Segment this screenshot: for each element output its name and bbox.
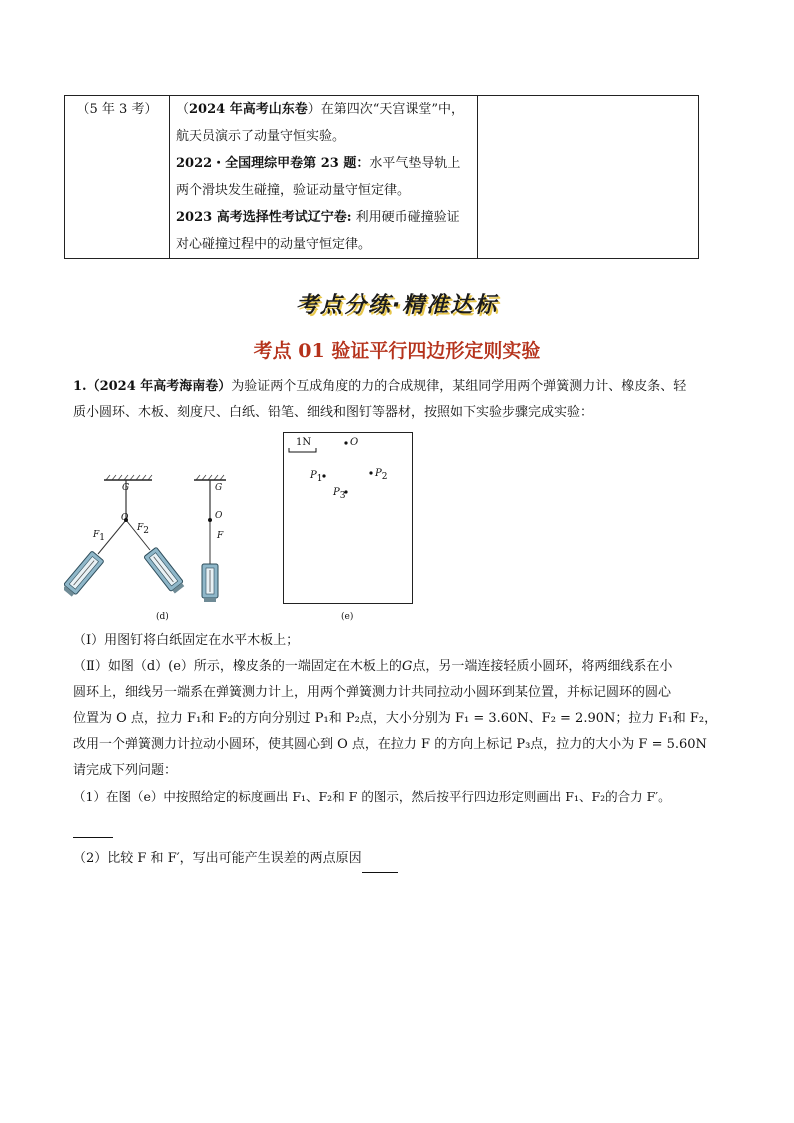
figure-d [64,428,244,628]
table-cell-frequency: （5 年 3 考） [65,96,170,259]
spring-scale-3 [202,564,218,602]
scale-label: 1N [296,437,312,448]
question-1-line-1: 1.（2024 年高考海南卷）为验证两个互成角度的力的合成规律，某组同学用两个弹簧测力计、橡皮条、轻 [73,379,687,394]
label-f1: $F_1$ [93,530,105,543]
info-table [64,95,699,259]
table-line: 2022・全国理综甲卷第 23 题：水平气垫导轨上 [176,156,461,171]
label-p3: $P_3$ [333,487,346,501]
label-o-right: O [215,511,223,521]
label-g-left: G [122,483,130,493]
question-1-part-2: （2）比较 F 和 F′，写出可能产生误差的两点原因 [73,846,398,873]
step-1: （Ⅰ）用图钉将白纸固定在水平木板上； [73,633,300,648]
table-line: 两个滑块发生碰撞，验证动量守恒定律。 [176,183,411,198]
label-f: F [217,531,224,541]
point-p1 [322,474,325,477]
scale-bar [289,448,316,452]
answer-blank-1 [73,837,113,838]
step-2-line-1: （Ⅱ）如图（d）(e）所示，橡皮条的一端固定在木板上的G点，另一端连接轻质小圆环，将两细线系在小 [73,659,673,674]
table-line: 对心碰撞过程中的动量守恒定律。 [176,237,372,252]
question-1-part-1: （1）在图（e）中按照给定的标度画出 F₁、F₂和 F 的图示，然后按平行四边形定则画出 F₁、F₂的合力 F′。 [73,789,671,804]
instruction: 请完成下列问题： [73,763,178,778]
caption-e: (e) [341,612,354,622]
section-banner: 考点分练·精准达标 [295,293,499,318]
spring-scale-1 [64,551,104,598]
step-2-line-4: 改用一个弹簧测力计拉动小圆环，使其圆心到 O 点，在拉力 F 的方向上标记 P₃点，拉力的大小为 F = 5.60N [73,737,707,752]
table-line: 2023 高考选择性考试辽宁卷: 利用硬币碰撞验证 [176,210,460,225]
label-o: O [350,437,359,448]
figure-e [283,432,413,604]
label-o-left: O [121,513,129,523]
label-p1: $P_1$ [310,470,323,484]
question-1-line-2: 质小圆环、木板、刻度尺、白纸、铅笔、细线和图钉等器材，按照如下实验步骤完成实验： [73,405,594,420]
spring-scale-2 [144,547,186,595]
point-o [344,441,347,444]
label-g-right: G [215,483,223,493]
answer-blank-2 [362,846,398,873]
point-o-right [208,518,212,522]
step-2-line-3: 位置为 O 点，拉力 F₁和 F₂的方向分别过 P₁和 P₂点，大小分别为 F₁ = 3.60N、F₂ = 2.90N；拉力 F₁和 F₂， [73,711,718,726]
table-cell-empty [478,96,699,259]
table-line: 航天员演示了动量守恒实验。 [176,129,346,144]
label-f2: $F_2$ [137,523,149,536]
caption-d: (d) [156,612,169,622]
table-line: （2024 年高考山东卷）在第四次“天宫课堂”中， [176,102,465,117]
section-title: 考点 01 验证平行四边形定则实验 [253,340,541,362]
step-2-line-2: 圆环上，细线另一端系在弹簧测力计上，用两个弹簧测力计共同拉动小圆环到某位置，并标记圆环的圆心 [73,685,672,700]
table-cell-exams [170,96,478,259]
label-p2: $P_2$ [375,468,388,482]
point-p2 [369,471,372,474]
